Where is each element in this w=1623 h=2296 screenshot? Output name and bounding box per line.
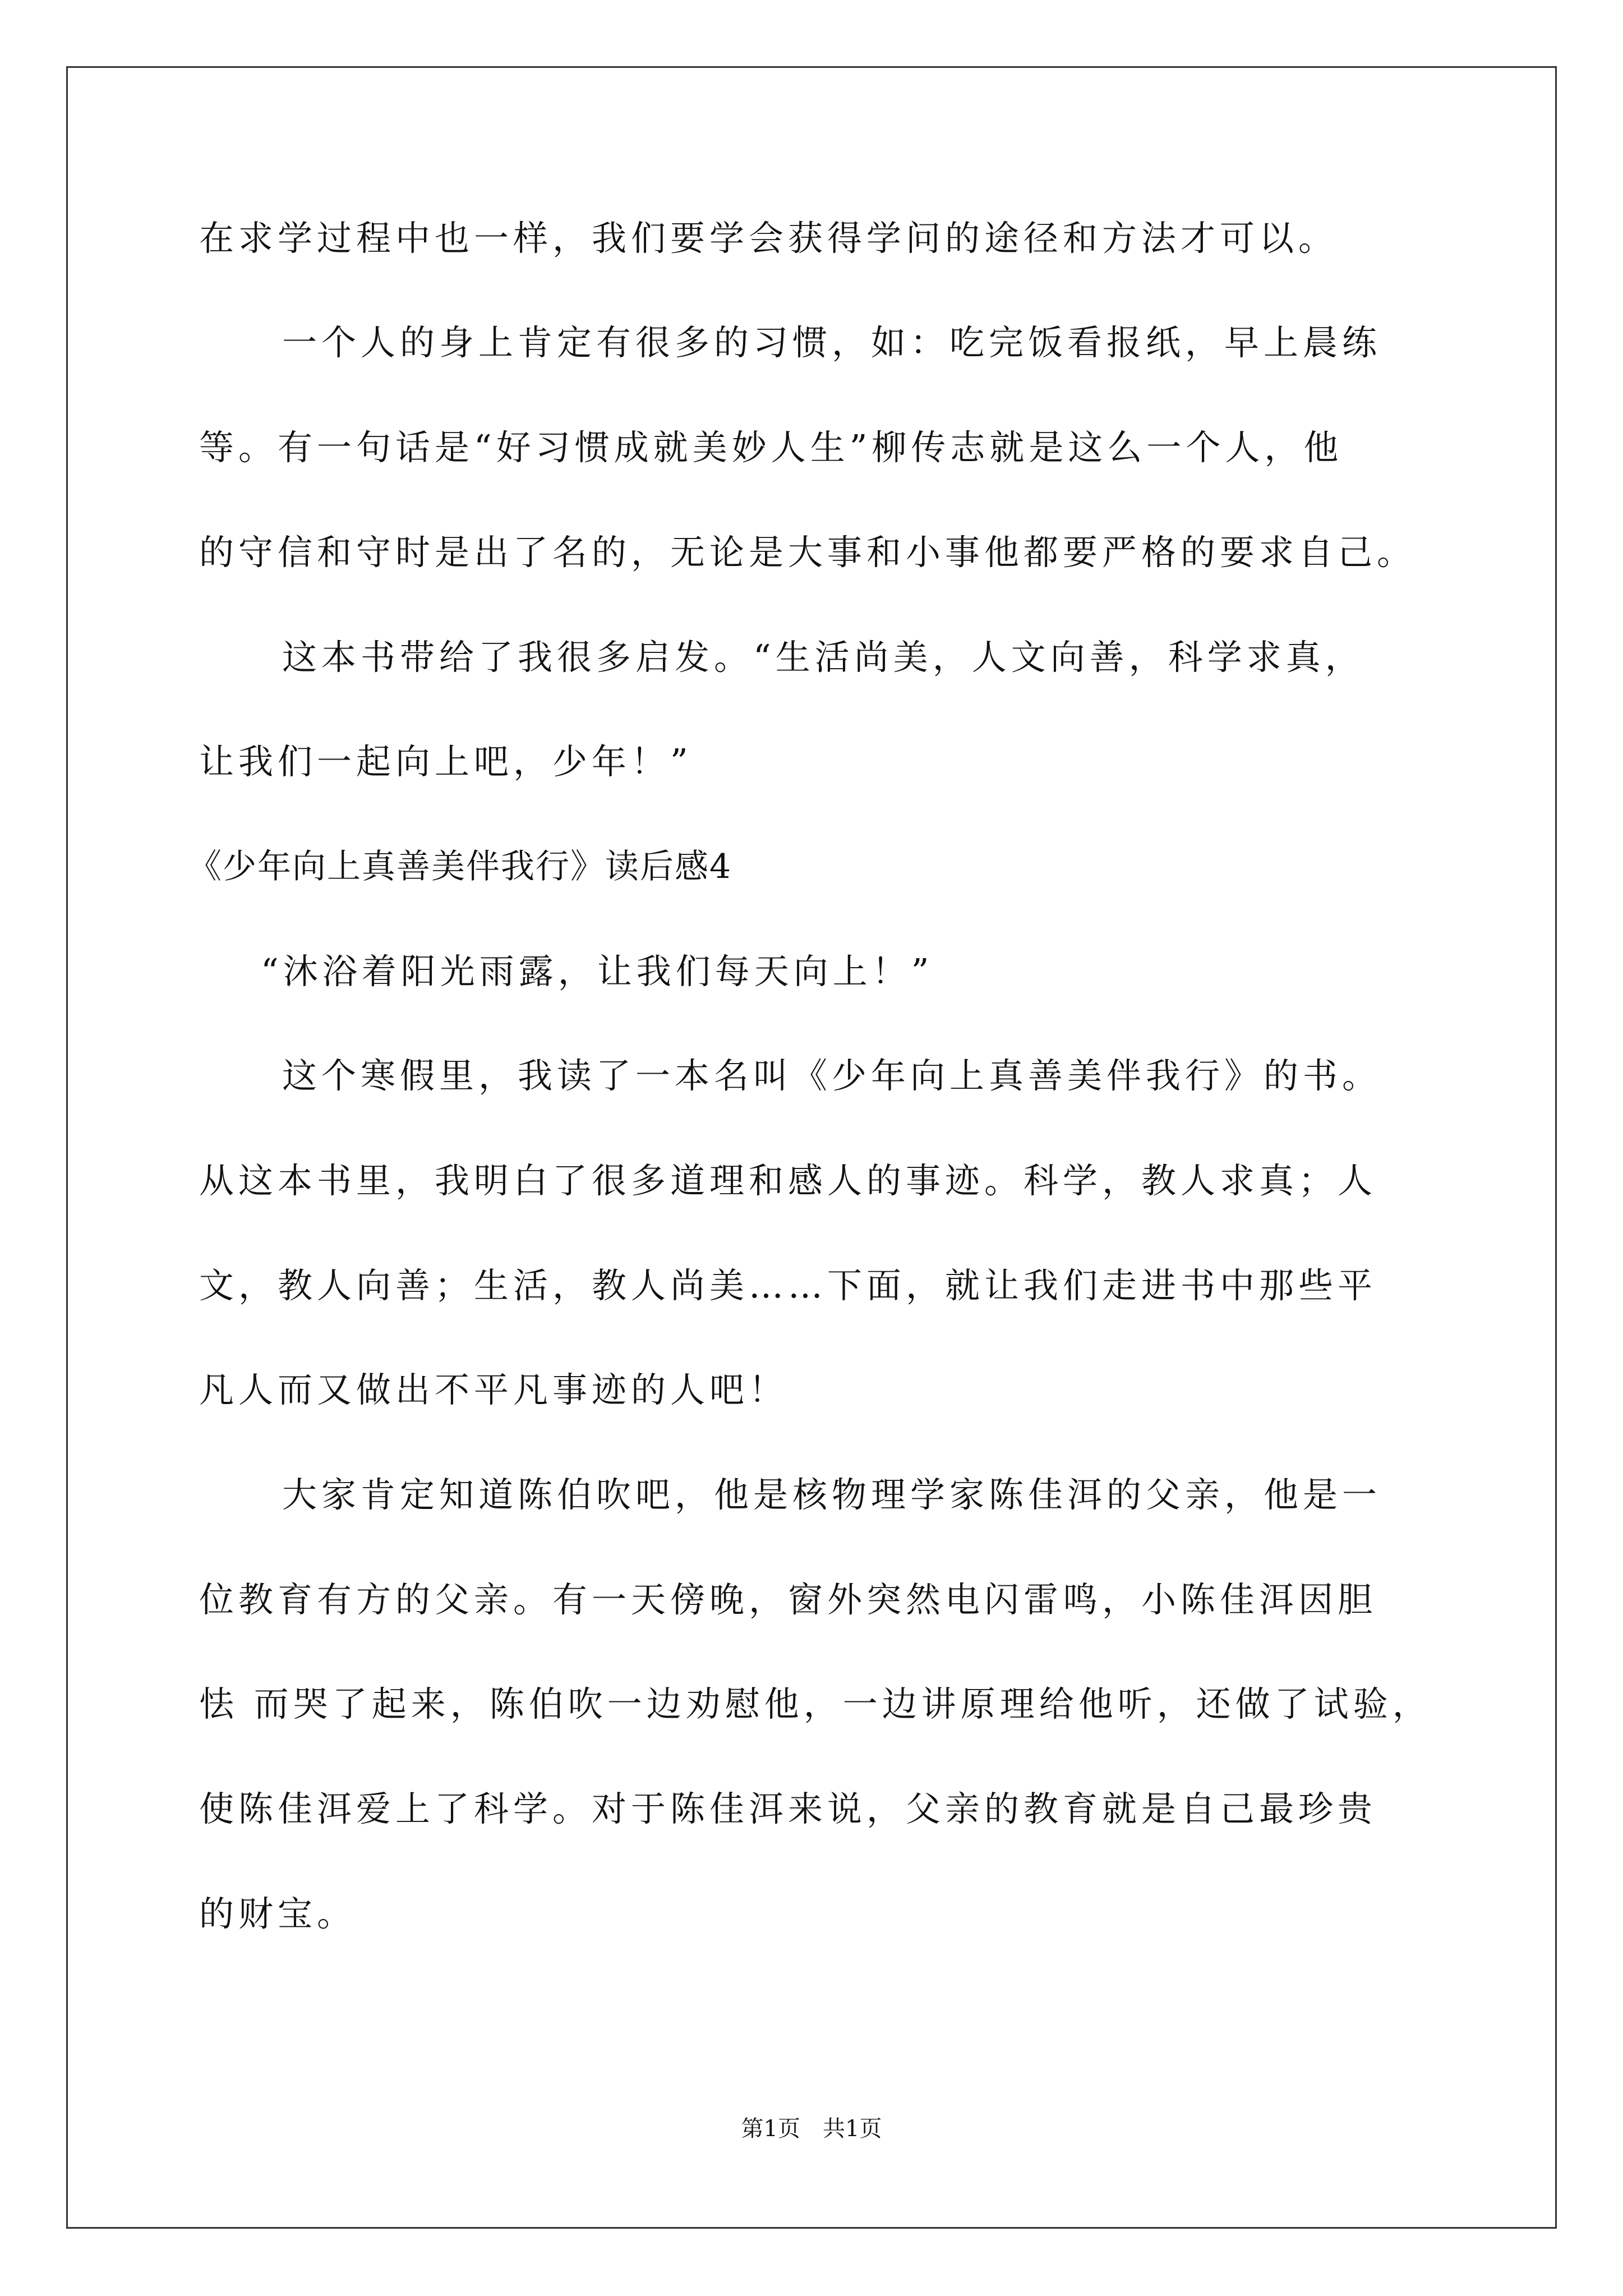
paragraph-start-line: 这本书带给了我很多启发。“生活尚美，人文向善，科学求真，	[282, 637, 1364, 678]
text-line: 的守信和守时是出了名的，无论是大事和小事他都要严格的要求自己。	[199, 532, 1417, 573]
text-line: 等。有一句话是“好习惯成就美妙人生”柳传志就是这么一个人，他	[199, 427, 1343, 468]
text-line: 的财宝。	[199, 1893, 357, 1934]
text-line: 凡人而又做出不平凡事迹的人吧！	[199, 1369, 789, 1410]
text-line: 让我们一起向上吧，少年！”	[199, 741, 693, 782]
paragraph-start-line: 大家肯定知道陈伯吹吧，他是核物理学家陈佳洱的父亲，他是一	[282, 1474, 1382, 1515]
text-line: 在求学过程中也一样，我们要学会获得学问的途径和方法才可以。	[199, 218, 1338, 259]
page-footer: 第1页 共1页	[741, 2116, 882, 2142]
paragraph-start-line: 一个人的身上肯定有很多的习惯，如：吃完饭看报纸，早上晨练	[282, 322, 1382, 363]
paragraph-start-line: 这个寒假里，我读了一本名叫《少年向上真善美伴我行》的书。	[282, 1055, 1382, 1096]
quote-line: “沐浴着阳光雨露，让我们每天向上！”	[261, 951, 934, 992]
text-line: 文，教人向善；生活，教人尚美……下面，就让我们走进书中那些平	[199, 1265, 1377, 1306]
section-heading: 《少年向上真善美伴我行》读后感4	[188, 847, 732, 886]
text-line: 从这本书里，我明白了很多道理和感人的事迹。科学，教人求真；人	[199, 1160, 1377, 1201]
text-line: 怯 而哭了起来，陈伯吹一边劝慰他，一边讲原理给他听，还做了试验，	[199, 1683, 1432, 1724]
text-line: 位教育有方的父亲。有一天傍晚，窗外突然电闪雷鸣，小陈佳洱因胆	[199, 1579, 1377, 1620]
text-line: 使陈佳洱爱上了科学。对于陈佳洱来说，父亲的教育就是自己最珍贵	[199, 1788, 1377, 1829]
